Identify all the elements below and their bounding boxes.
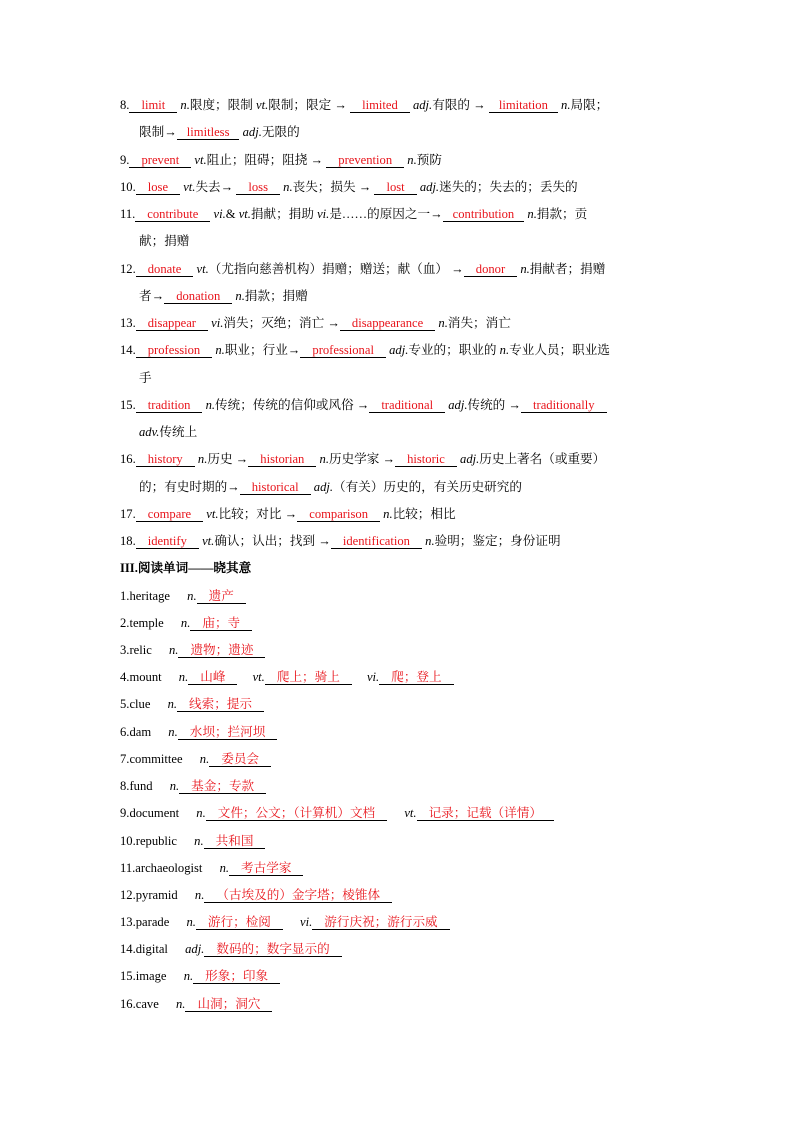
part-of-speech: n. [438, 316, 448, 330]
answer-meaning: 共和国 [215, 834, 254, 848]
definition: 历史上著名（或重要） [479, 452, 606, 466]
answer-blank [206, 806, 387, 821]
part-of-speech: n. [527, 207, 537, 221]
entry-12-continued [139, 288, 308, 304]
part-of-speech: vi. [211, 316, 224, 330]
vocab-item-8 [120, 778, 266, 794]
answer-blank [369, 398, 445, 413]
answer-meaning: 爬上；骑上 [276, 670, 340, 684]
vocab-word: dam [129, 725, 152, 739]
definition: 消失；灭绝；消亡 → [223, 316, 340, 330]
definition: 确认；认出；找到 → [214, 534, 331, 548]
item-number: 14. [120, 942, 136, 956]
item-number: 4. [120, 670, 130, 684]
answer-blank [374, 180, 416, 195]
definition: 迷失的；失去的；丢失的 [439, 180, 578, 194]
vocab-word: republic [135, 834, 178, 848]
answer-blank [395, 452, 457, 467]
answer-word: history [147, 452, 183, 466]
part-of-speech: n. [215, 343, 225, 357]
vocab-item-11 [120, 860, 303, 876]
part-of-speech: vt. [252, 670, 265, 684]
answer-blank [197, 589, 246, 604]
answer-blank [129, 153, 191, 168]
vocab-word: cave [135, 997, 159, 1011]
vocab-word: mount [129, 670, 162, 684]
answer-word: comparison [309, 507, 368, 521]
entry-14 [120, 342, 610, 358]
definition: 捐献；捐助 [250, 207, 318, 221]
entry-number: 8. [120, 98, 130, 112]
definition: 传统的 → [467, 398, 522, 412]
part-of-speech: n. [319, 452, 329, 466]
entry-14-continued [139, 370, 152, 386]
answer-blank [489, 98, 558, 113]
definition: 失去→ [195, 180, 234, 194]
answer-blank [136, 398, 203, 413]
answer-blank [136, 452, 195, 467]
entry-number: 14. [120, 343, 136, 357]
answer-blank [136, 262, 194, 277]
vocab-item-9 [120, 805, 554, 821]
part-of-speech: n. [194, 888, 205, 902]
part-of-speech: n. [180, 616, 191, 630]
item-number: 2. [120, 616, 130, 630]
item-number: 11. [120, 861, 136, 875]
answer-word: loss [248, 180, 268, 194]
definition: 历史 → [207, 452, 249, 466]
part-of-speech: adj. [460, 452, 480, 466]
answer-word: historic [407, 452, 445, 466]
vocab-word: digital [135, 942, 168, 956]
part-of-speech: n. [175, 997, 186, 1011]
part-of-speech: n. [407, 153, 417, 167]
answer-blank [196, 915, 283, 930]
entry-16-continued [139, 479, 522, 495]
answer-word: prevention [338, 153, 393, 167]
definition: 捐献者；捐赠 [529, 262, 606, 276]
answer-blank [265, 670, 352, 685]
definition: 捐款；贡 [536, 207, 588, 221]
part-of-speech: vt. [238, 207, 251, 221]
definition: 传统；传统的信仰或风俗 → [215, 398, 370, 412]
answer-blank [185, 997, 272, 1012]
answer-word: profession [147, 343, 201, 357]
vocab-word: heritage [129, 589, 171, 603]
answer-meaning: 游行庆祝；游行示威 [324, 915, 438, 929]
definition: 手 [139, 371, 152, 385]
answer-word: identification [342, 534, 410, 548]
part-of-speech: vt. [202, 534, 215, 548]
part-of-speech: vt. [404, 806, 417, 820]
answer-word: compare [147, 507, 192, 521]
definition: 有限的 → [432, 98, 486, 112]
answer-blank [379, 670, 453, 685]
entry-13 [120, 315, 511, 331]
definition: 预防 [416, 153, 442, 167]
answer-word: disappearance [351, 316, 424, 330]
answer-blank [240, 480, 311, 495]
answer-word: traditional [381, 398, 434, 412]
part-of-speech: n. [168, 643, 179, 657]
part-of-speech: adj. [313, 480, 334, 494]
part-of-speech: n. [219, 861, 230, 875]
part-of-speech: n. [187, 589, 197, 603]
answer-blank [188, 670, 237, 685]
part-of-speech: n. [194, 834, 204, 848]
answer-blank [204, 942, 341, 957]
answer-blank [443, 207, 525, 222]
answer-blank [136, 534, 199, 549]
answer-blank [135, 207, 210, 222]
definition: 限制；限定 → [268, 98, 347, 112]
answer-blank [136, 343, 212, 358]
entry-8-continued [139, 124, 300, 140]
answer-meaning: 遗物；遗迹 [190, 643, 254, 657]
vocab-item-3 [120, 642, 265, 658]
item-number: 12. [120, 888, 136, 902]
answer-word: limitation [498, 98, 548, 112]
definition: （有关）历史的，有关历史研究的 [333, 480, 522, 494]
answer-word: prevent [141, 153, 180, 167]
answer-word: historian [260, 452, 305, 466]
definition: 比较；对比 → [218, 507, 298, 521]
answer-blank [193, 969, 280, 984]
part-of-speech: n. [520, 262, 530, 276]
answer-meaning: 形象；印象 [205, 969, 269, 983]
entry-10 [120, 179, 578, 195]
entry-8 [120, 97, 608, 113]
vocab-word: document [129, 806, 180, 820]
answer-blank [204, 834, 266, 849]
entry-number: 16. [120, 452, 136, 466]
item-number: 5. [120, 697, 130, 711]
part-of-speech: n. [178, 670, 189, 684]
answer-blank [136, 180, 180, 195]
answer-meaning: 线索；提示 [189, 697, 253, 711]
vocab-item-1 [120, 588, 246, 604]
answer-blank [178, 643, 265, 658]
answer-blank [248, 452, 316, 467]
definition: 局限； [570, 98, 609, 112]
answer-blank [312, 915, 449, 930]
definition: 者→ [139, 289, 165, 303]
definition: 消失；消亡 [447, 316, 511, 330]
part-of-speech: n. [383, 507, 393, 521]
section-heading: III.阅读单词——晓其意 [120, 561, 252, 575]
definition: 无限的 [261, 125, 300, 139]
answer-meaning: 庙；寺 [202, 616, 241, 630]
answer-meaning: 委员会 [221, 752, 259, 766]
definition: 专业人员；职业选 [509, 343, 610, 357]
part-of-speech: n. [499, 343, 510, 357]
part-of-speech: n. [205, 398, 216, 412]
answer-meaning: 水坝；拦河坝 [189, 725, 266, 739]
answer-meaning: 游行；检阅 [207, 915, 271, 929]
part-of-speech: adj. [185, 942, 205, 956]
entry-number: 12. [120, 262, 136, 276]
part-of-speech: vi. [213, 207, 226, 221]
item-number: 1. [120, 589, 130, 603]
answer-word: donate [147, 262, 182, 276]
definition: 献；捐赠 [139, 234, 190, 248]
part-of-speech: adj. [242, 125, 262, 139]
answer-word: limited [362, 98, 398, 112]
part-of-speech: vt. [196, 262, 209, 276]
answer-meaning: 考古学家 [241, 861, 292, 875]
answer-blank [179, 779, 266, 794]
definition: 的；有史时期的→ [139, 480, 240, 494]
answer-meaning: （古埃及的）金字塔；棱锥体 [216, 888, 381, 902]
item-number: 9. [120, 806, 130, 820]
answer-meaning: 山洞；洞穴 [197, 997, 261, 1011]
part-of-speech: vi. [317, 207, 330, 221]
part-of-speech: vt. [194, 153, 207, 167]
entry-16 [120, 451, 605, 467]
part-of-speech: n. [167, 697, 178, 711]
part-of-speech: n. [168, 725, 178, 739]
definition: 限制→ [139, 125, 177, 139]
answer-blank [236, 180, 280, 195]
answer-meaning: 记录；记载（详情） [428, 806, 542, 820]
answer-blank [204, 888, 392, 903]
answer-word: contribute [147, 207, 199, 221]
item-number: 7. [120, 752, 130, 766]
answer-blank [350, 98, 410, 113]
answer-blank [326, 153, 404, 168]
part-of-speech: n. [183, 969, 194, 983]
vocab-item-13 [120, 914, 450, 930]
item-number: 10. [120, 834, 136, 848]
definition: 丧失；损失 → [292, 180, 372, 194]
part-of-speech: n. [197, 452, 208, 466]
entry-number: 18. [120, 534, 136, 548]
answer-meaning: 爬；登上 [391, 670, 442, 684]
part-of-speech: n. [425, 534, 435, 548]
vocab-word: parade [135, 915, 170, 929]
answer-word: lost [386, 180, 405, 194]
entry-17 [120, 506, 456, 522]
answer-blank [417, 806, 554, 821]
answer-word: historical [251, 480, 299, 494]
part-of-speech: n. [561, 98, 571, 112]
definition: 职业；行业→ [224, 343, 301, 357]
part-of-speech: adj. [419, 180, 440, 194]
answer-blank [297, 507, 380, 522]
vocab-word: temple [129, 616, 164, 630]
entry-11-continued [139, 233, 189, 249]
answer-meaning: 数码的；数字显示的 [216, 942, 330, 956]
definition: 是……的原因之一→ [329, 207, 443, 221]
part-of-speech: adj. [448, 398, 468, 412]
answer-blank [177, 125, 240, 140]
definition: 捐款；捐赠 [244, 289, 308, 303]
item-number: 6. [120, 725, 130, 739]
definition: 比较；相比 [392, 507, 456, 521]
answer-blank [129, 98, 177, 113]
item-number: 8. [120, 779, 130, 793]
vocab-word: pyramid [135, 888, 178, 902]
answer-blank [464, 262, 517, 277]
vocab-word: image [135, 969, 167, 983]
vocab-item-16 [120, 996, 272, 1012]
part-of-speech: n. [196, 806, 206, 820]
vocab-item-12 [120, 887, 392, 903]
part-of-speech: n. [180, 98, 190, 112]
definition: 传统上 [159, 425, 198, 439]
part-of-speech: adj. [389, 343, 409, 357]
entry-12 [120, 261, 605, 277]
vocab-item-14 [120, 941, 342, 957]
vocab-item-7 [120, 751, 271, 767]
answer-word: contribution [452, 207, 515, 221]
vocab-word: clue [129, 697, 151, 711]
answer-word: traditionally [533, 398, 595, 412]
vocab-item-4 [120, 669, 454, 685]
item-number: 15. [120, 969, 136, 983]
answer-blank [190, 616, 252, 631]
definition: 限度；限制 [189, 98, 256, 112]
part-of-speech: n. [169, 779, 180, 793]
answer-word: professional [312, 343, 374, 357]
entry-18 [120, 533, 561, 549]
part-of-speech: n. [235, 289, 245, 303]
entry-number: 10. [120, 180, 136, 194]
part-of-speech: vt. [206, 507, 219, 521]
vocab-word: relic [129, 643, 152, 657]
part-of-speech: n. [199, 752, 210, 766]
answer-blank [177, 697, 264, 712]
answer-word: limitless [186, 125, 230, 139]
vocab-item-2 [120, 615, 252, 631]
entry-number: 13. [120, 316, 136, 330]
entry-15-continued [139, 424, 197, 440]
answer-blank [300, 343, 386, 358]
vocab-word: fund [129, 779, 153, 793]
part-of-speech: vt. [183, 180, 196, 194]
answer-word: donation [176, 289, 221, 303]
item-number: 3. [120, 643, 130, 657]
answer-word: identify [147, 534, 187, 548]
definition: （尤指向慈善机构）捐赠；赠送；献（血） → [208, 262, 464, 276]
answer-word: limit [141, 98, 166, 112]
part-of-speech: adv. [139, 425, 160, 439]
answer-blank [209, 752, 271, 767]
answer-blank [340, 316, 435, 331]
part-of-speech: vi. [366, 670, 380, 684]
definition: & [225, 207, 239, 221]
answer-blank [136, 507, 203, 522]
entry-number: 15. [120, 398, 136, 412]
vocab-item-15 [120, 968, 280, 984]
vocab-item-5 [120, 696, 264, 712]
definition: 专业的；职业的 [408, 343, 500, 357]
vocab-word: archaeologist [135, 861, 203, 875]
part-of-speech: n. [283, 180, 293, 194]
answer-meaning: 基金；专款 [191, 779, 255, 793]
entry-number: 9. [120, 153, 130, 167]
definition: 验明；鉴定；身份证明 [434, 534, 561, 548]
answer-word: lose [147, 180, 169, 194]
answer-blank [164, 289, 232, 304]
vocab-item-10 [120, 833, 265, 849]
entry-number: 11. [120, 207, 136, 221]
answer-word: donor [475, 262, 506, 276]
entry-15 [120, 397, 607, 413]
answer-blank [136, 316, 208, 331]
answer-blank [331, 534, 422, 549]
answer-blank [521, 398, 607, 413]
answer-word: disappear [147, 316, 197, 330]
part-of-speech: adj. [412, 98, 433, 112]
entry-11 [120, 206, 587, 222]
entry-number: 17. [120, 507, 136, 521]
entry-9 [120, 152, 442, 168]
answer-blank [178, 725, 278, 740]
definition: 阻止；阻碍；阻挠 → [206, 153, 324, 167]
answer-word: tradition [147, 398, 191, 412]
part-of-speech: n. [186, 915, 196, 929]
part-of-speech: vi. [300, 915, 313, 929]
vocab-word: committee [129, 752, 183, 766]
definition: 历史学家 → [328, 452, 396, 466]
answer-meaning: 文件；公文；（计算机）文档 [217, 806, 376, 820]
part-of-speech: vt. [255, 98, 269, 112]
answer-blank [229, 861, 303, 876]
answer-meaning: 山峰 [200, 670, 226, 684]
item-number: 16. [120, 997, 136, 1011]
item-number: 13. [120, 915, 136, 929]
answer-meaning: 遗产 [208, 589, 234, 603]
vocab-item-6 [120, 724, 277, 740]
